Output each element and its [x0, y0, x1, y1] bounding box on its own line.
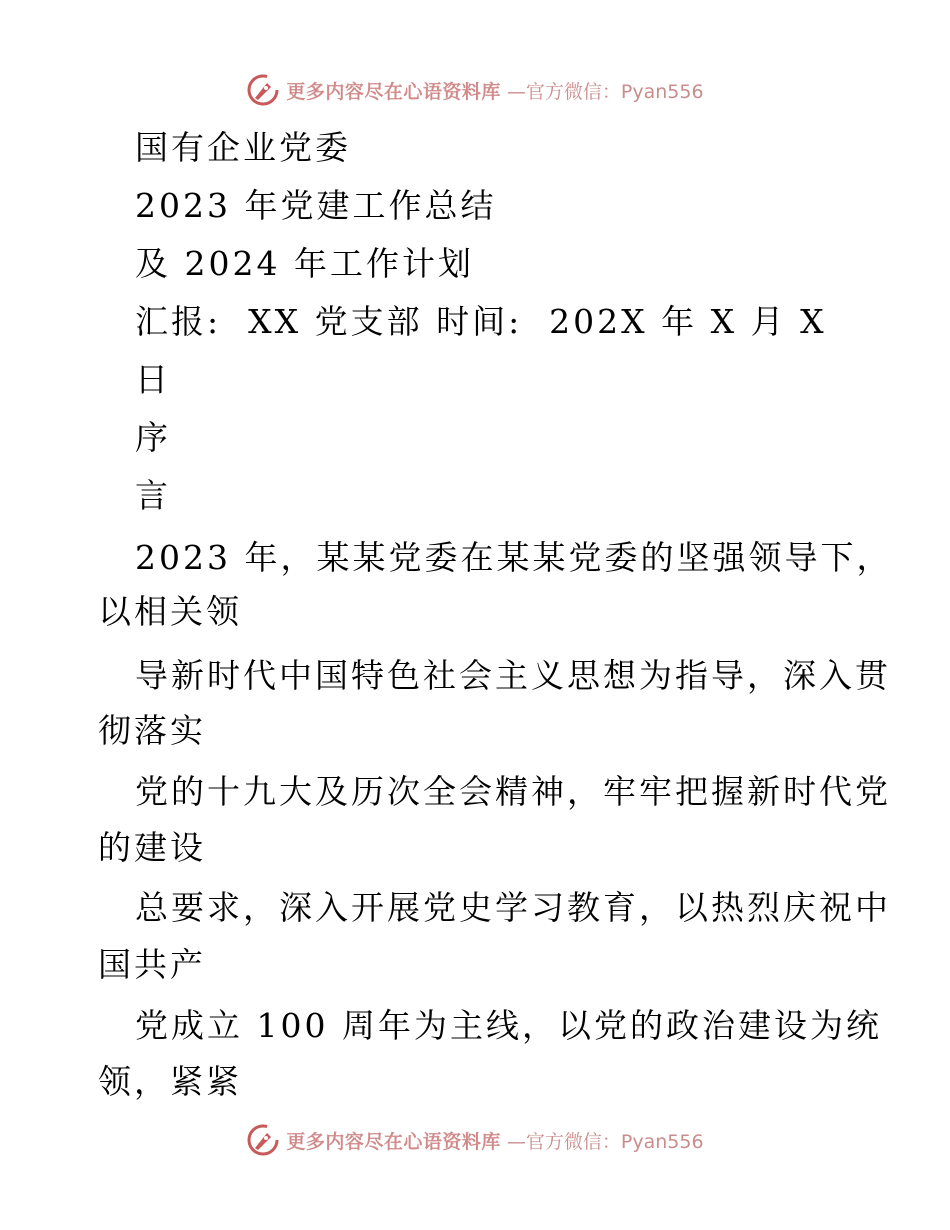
watermark-contact-text: —官方微信：Pyan556 — [506, 80, 704, 103]
watermark-contact-text: —官方微信：Pyan556 — [506, 1130, 704, 1153]
preface-heading-line: 言 — [135, 476, 171, 515]
paragraph-line: 导新时代中国特色社会主义思想为指导，深入贯 — [135, 656, 891, 695]
pen-nib-logo-icon — [246, 1123, 280, 1157]
paragraph-line: 的建设 — [98, 828, 206, 867]
paragraph-line: 彻落实 — [98, 711, 206, 750]
title-line: 及 2024 年工作计划 — [135, 244, 474, 283]
paragraph-line: 总要求，深入开展党史学习教育，以热烈庆祝中 — [135, 888, 891, 927]
pen-nib-logo-icon — [246, 73, 280, 107]
paragraph-line: 领，紧紧 — [98, 1062, 242, 1101]
paragraph-line: 党的十九大及历次全会精神，牢牢把握新时代党 — [135, 772, 891, 811]
watermark-header — [0, 70, 950, 110]
paragraph-line: 党成立 100 周年为主线，以党的政治建设为统 — [135, 1006, 882, 1045]
watermark-footer — [0, 1120, 950, 1160]
preface-heading-line: 序 — [135, 418, 171, 457]
watermark-main-text: 更多内容尽在心语资料库 — [286, 1130, 501, 1153]
title-line: 国有企业党委 — [135, 128, 351, 167]
report-info-line: 日 — [135, 360, 171, 399]
title-line: 2023 年党建工作总结 — [135, 186, 497, 225]
watermark-main-text: 更多内容尽在心语资料库 — [286, 80, 501, 103]
report-info-line: 汇报: XX 党支部 时间: 202X 年 X 月 X — [135, 302, 827, 341]
paragraph-line: 2023 年，某某党委在某某党委的坚强领导下， — [135, 538, 893, 577]
paragraph-line: 国共产 — [98, 945, 206, 984]
paragraph-line: 以相关领 — [98, 592, 242, 631]
